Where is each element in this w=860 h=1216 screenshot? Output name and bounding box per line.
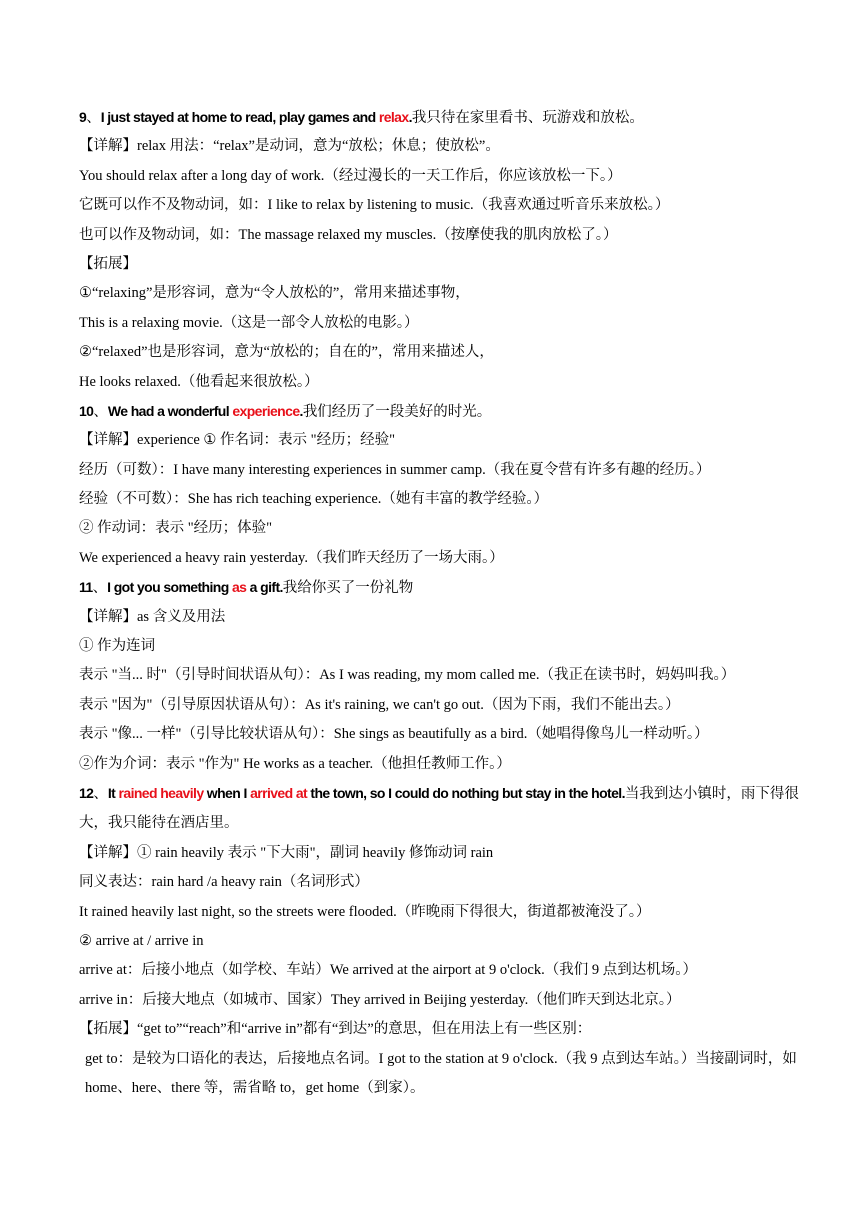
example-line: This is a relaxing movie.（这是一部令人放松的电影。）: [79, 314, 419, 331]
example-line: 也可以作及物动词，如：The massage relaxed my muscles.（按摩使我的肌肉放松了。）: [79, 226, 618, 243]
detail-line: 【详解】experience ① 作名词：表示 "经历；经验": [79, 432, 395, 449]
separator: 、: [93, 785, 108, 802]
extension-line: ①“relaxing”是形容词，意为“令人放松的”，常用来描述事物，: [79, 285, 470, 302]
detail-line: 【详解】as 含义及用法: [79, 608, 226, 625]
example-line: 经历（可数）：I have many interesting experiences in summer camp.（我在夏令营有许多有趣的经历。）: [79, 461, 711, 478]
item-10-heading: [79, 397, 799, 426]
item-number: 11: [79, 579, 93, 596]
separator: 、: [93, 403, 108, 420]
sentence-part: .: [299, 402, 303, 419]
detail-line: ② 作动词：表示 "经历；体验": [79, 520, 273, 537]
sentence-part: I just stayed at home to read, play games and: [100, 109, 379, 125]
detail-line: ② arrive at / arrive in: [79, 932, 204, 949]
sentence-part: It: [107, 784, 119, 801]
sentence-part: a gift.: [246, 579, 283, 596]
chinese-translation: 我只待在家里看书、玩游戏和放松。: [411, 110, 644, 126]
item-number: 10: [79, 402, 94, 419]
example-line: 表示 "当... 时"（引导时间状语从句）：As I was reading, my mom called me.（我正在读书时，妈妈叫我。）: [79, 667, 736, 684]
example-line: 表示 "像... 一样"（引导比较状语从句）：She sings as beautifully as a bird.（她唱得像鸟儿一样动听。）: [79, 726, 709, 743]
example-line: He looks relaxed.（他看起来很放松。）: [79, 373, 319, 390]
chinese-translation: 当我到达小镇时，雨下得很大，我只能待在酒店里。: [79, 785, 799, 832]
key-phrase: as: [232, 579, 247, 596]
key-phrase: arrived at: [250, 784, 308, 801]
chinese-translation: 我们经历了一段美好的时光。: [302, 403, 492, 420]
example-line: ②作为介词：表示 "作为" He works as a teacher.（他担任教师工作。）: [79, 755, 511, 772]
example-line: arrive in：后接大地点（如城市、国家）They arrived in Beijing yesterday.（他们昨天到达北京。）: [79, 991, 681, 1008]
item-9-heading: [79, 103, 799, 132]
example-line: 同义表达：rain hard /a heavy rain（名词形式）: [79, 874, 369, 891]
item-number: 9: [79, 109, 87, 125]
extension-line: get to：是较为口语化的表达，后接地点名词。I got to the station at 9 o'clock.（我 9 点到达车站。）当接副词时，如 home、here、there 等，需省略 to，get home（到家）。: [85, 1050, 797, 1096]
item-number: 12: [79, 784, 94, 801]
example-line: We experienced a heavy rain yesterday.（我们昨天经历了一场大雨。）: [79, 549, 504, 566]
document-page: [79, 103, 799, 1103]
example-line: arrive at：后接小地点（如学校、车站）We arrived at the airport at 9 o'clock.（我们 9 点到达机场。）: [79, 962, 697, 979]
extension-line: 【拓展】“get to”“reach”和“arrive in”都有“到达”的意思，但在用法上有一些区别：: [79, 1021, 592, 1038]
example-line: 经验（不可数）：She has rich teaching experience.（她有丰富的教学经验。）: [79, 491, 549, 508]
key-phrase: rained heavily: [118, 784, 204, 801]
example-line: You should relax after a long day of work.（经过漫长的一天工作后，你应该放松一下。）: [79, 167, 622, 184]
sentence-part: .: [408, 109, 412, 125]
key-phrase: relax: [378, 109, 409, 125]
example-line: 表示 "因为"（引导原因状语从句）：As it's raining, we can't go out.（因为下雨，我们不能出去。）: [79, 696, 680, 713]
separator: 、: [86, 110, 101, 126]
extension-line: ②“relaxed”也是形容词，意为“放松的；自在的”，常用来描述人，: [79, 344, 494, 361]
item-11-heading: [79, 573, 799, 602]
chinese-translation: 我给你买了一份礼物: [282, 580, 414, 597]
item-12-heading: [79, 779, 799, 839]
sentence-part: when I: [203, 784, 251, 801]
separator: 、: [92, 580, 108, 597]
sentence-part: I got you something: [107, 579, 232, 596]
sentence-part: the town, so I could do nothing but stay in the hotel.: [307, 784, 625, 801]
example-line: It rained heavily last night, so the streets were flooded.（昨晚雨下得很大，街道都被淹没了。）: [79, 903, 651, 920]
detail-line: 【详解】① rain heavily 表示 "下大雨"，副词 heavily 修饰动词 rain: [79, 844, 494, 861]
detail-line: 【详解】relax 用法：“relax”是动词，意为“放松；休息；使放松”。: [79, 138, 500, 155]
key-phrase: experience: [232, 402, 300, 419]
sentence-part: We had a wonderful: [107, 402, 233, 419]
detail-line: ① 作为连词: [79, 638, 156, 655]
example-line: 它既可以作不及物动词，如：I like to relax by listening to music.（我喜欢通过听音乐来放松。）: [79, 197, 670, 214]
extension-heading: 【拓展】: [79, 255, 137, 272]
